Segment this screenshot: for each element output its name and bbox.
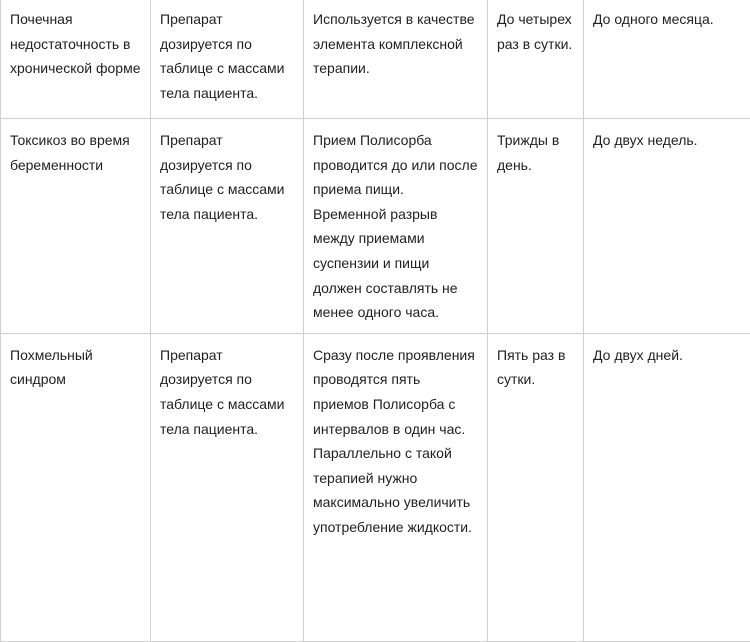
table-row <box>1 119 750 334</box>
frequency-cell: До четырех раз в сутки. <box>488 0 584 119</box>
dosage-cell: Препарат дозируется по таблице с массами тела пациента. <box>151 119 304 334</box>
dosage-cell: Препарат дозируется по таблице с массами тела пациента. <box>151 333 304 641</box>
condition-cell: Похмельный синдром <box>1 333 151 641</box>
usage-cell: Прием Полисорба проводится до или после приема пищи. Временной разрыв между приемами суспензии и пищи должен составлять не менее одного часа. <box>304 119 488 334</box>
frequency-cell: Трижды в день. <box>488 119 584 334</box>
usage-cell: Сразу после проявления проводятся пять приемов Полисорба с интервалов в один час. Параллельно с такой терапией нужно максимально увеличить употребление жидкости. <box>304 333 488 641</box>
table-row <box>1 0 750 119</box>
table-row <box>1 333 750 641</box>
duration-cell: До одного месяца. <box>584 0 750 119</box>
frequency-cell: Пять раз в сутки. <box>488 333 584 641</box>
duration-cell: До двух недель. <box>584 119 750 334</box>
condition-cell: Почечная недостаточность в хронической форме <box>1 0 151 119</box>
condition-cell: Токсикоз во время беременности <box>1 119 151 334</box>
dosage-cell: Препарат дозируется по таблице с массами тела пациента. <box>151 0 304 119</box>
duration-cell: До двух дней. <box>584 333 750 641</box>
usage-cell: Используется в качестве элемента комплексной терапии. <box>304 0 488 119</box>
